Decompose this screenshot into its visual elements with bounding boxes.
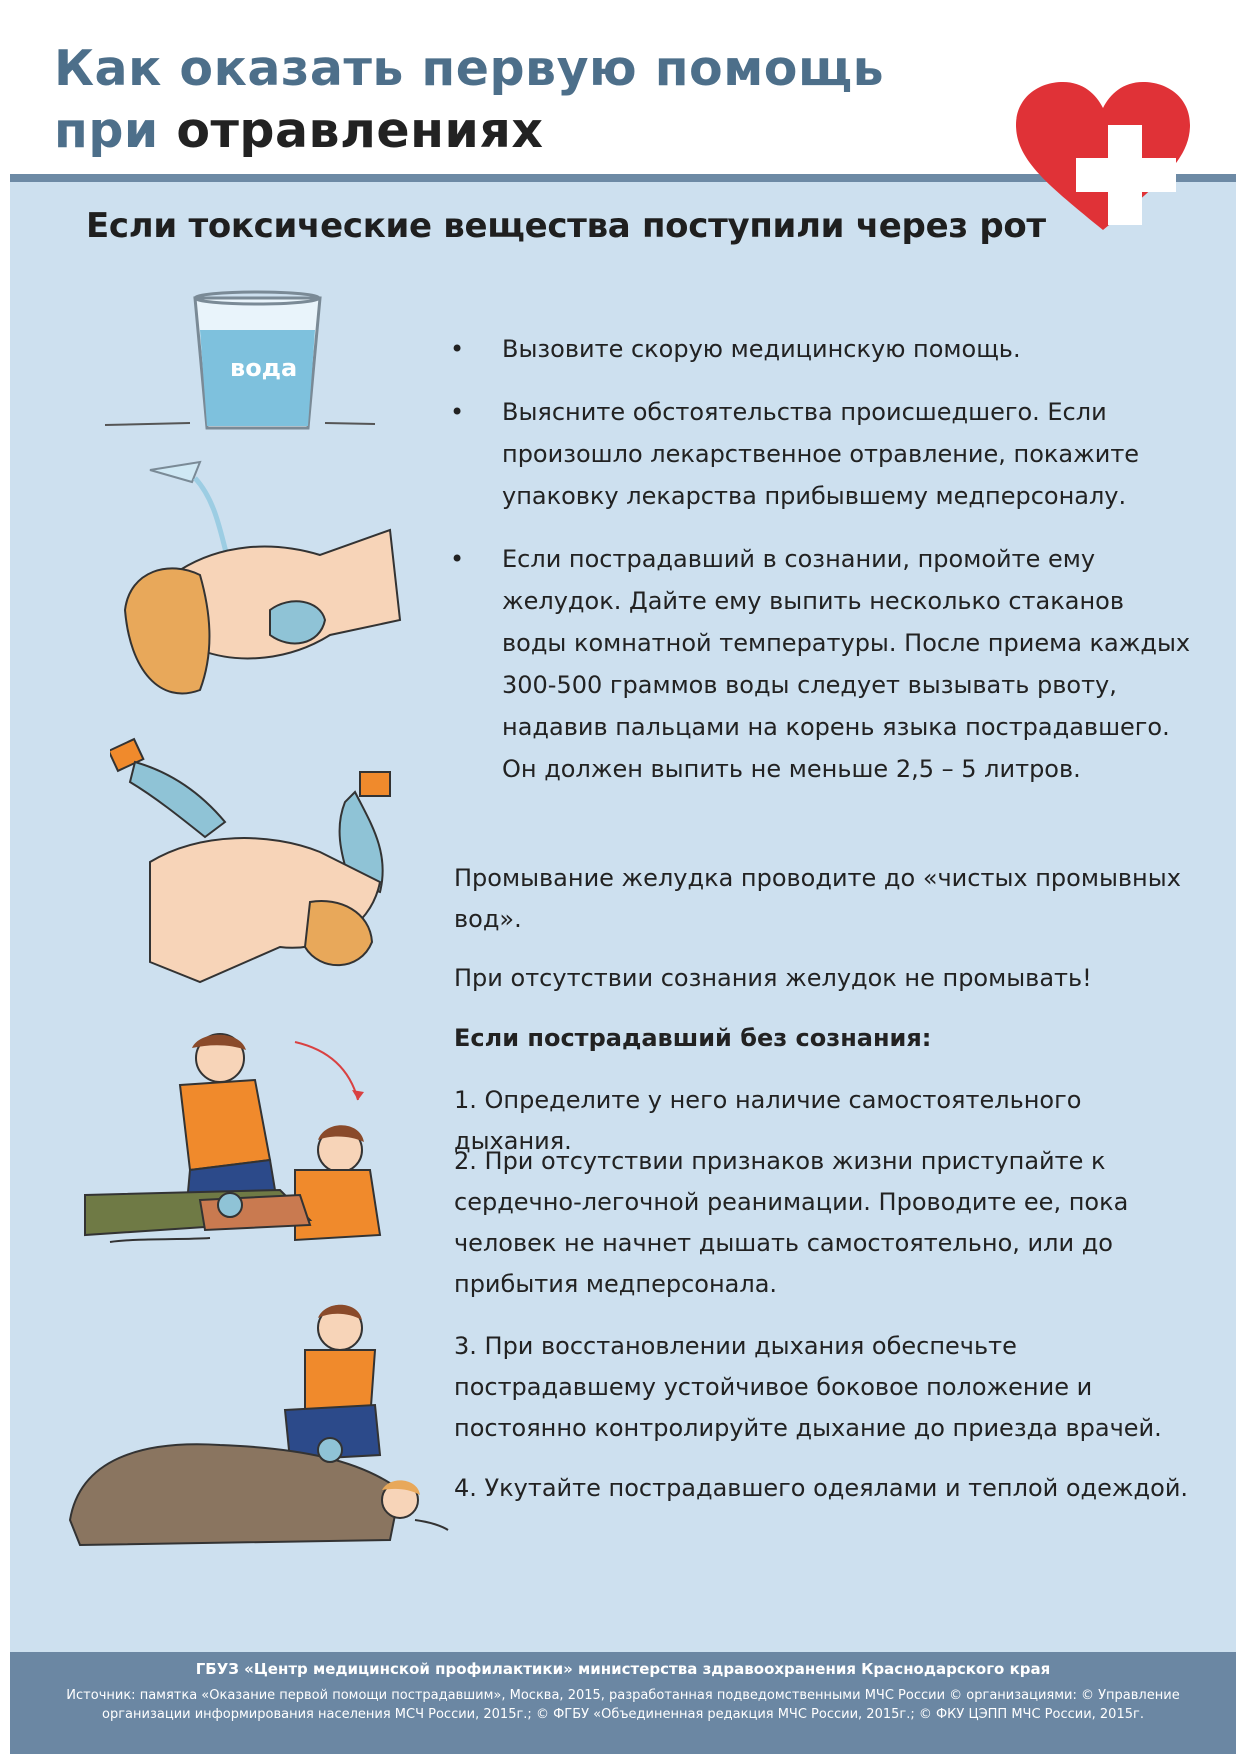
title-line-2	[54, 100, 884, 162]
cpr-illustration	[80, 1020, 410, 1270]
unconscious-heading: Если пострадавший без сознания:	[454, 1024, 932, 1052]
title-line-1: Как оказать первую помощь	[54, 40, 885, 97]
bullet-item: • Если пострадавший в сознании, промойте ему желудок. Дайте ему выпить несколько стаканов воды комнатной температуры. После приема каждых 300-500 граммов воды следует вызывать рвоту, надавив пальцами на корень языка пострадавшего. Он должен выпить не меньше 2,5 – 5 литров.	[450, 538, 1195, 790]
title-prefix: при	[54, 102, 177, 159]
step-2: 2. При отсутствии признаков жизни приступайте к сердечно-легочной реанимации. Проводите ее, пока человек не начнет дышать самостоятельно, или до прибытия медперсонала.	[454, 1147, 1129, 1298]
footer	[10, 1652, 1236, 1754]
section-subtitle: Если токсические вещества поступили через рот	[86, 206, 1046, 246]
recovery-position-illustration	[60, 1290, 450, 1550]
title-emphasis: отравлениях	[176, 102, 544, 159]
poster-title	[54, 38, 884, 162]
drinking-water-illustration	[120, 460, 410, 710]
bullet-item: • Вызовите скорую медицинскую помощь.	[450, 328, 1195, 370]
step-4: 4. Укутайте пострадавшего одеялами и теплой одеждой.	[454, 1474, 1189, 1502]
bullet-item: • Выясните обстоятельства происшедшего. Если произошло лекарственное отравление, покажите упаковку лекарства прибывшему медперсоналу.	[450, 391, 1195, 517]
inducing-vomit-illustration	[110, 732, 410, 992]
step-1: 1. Определите у него наличие самостоятельного дыхания.	[454, 1086, 1082, 1155]
glass-label: вода	[230, 354, 298, 382]
instruction-bullets	[450, 328, 1195, 811]
lavage-note: Промывание желудка проводите до «чистых промывных вод».	[454, 864, 1181, 933]
footer-source: Источник: памятка «Оказание первой помощи пострадавшим», Москва, 2015, разработанная подведомственными МЧС России © организациями: © Управление организации информирования населения МСЧ России, 2015г.; © ФГБУ «Объединенная редакция МЧС России, 2015г.; © ФКУ ЦЭПП МЧС России, 2015г.	[66, 1688, 1180, 1722]
water-glass-illustration	[100, 288, 380, 438]
step-3: 3. При восстановлении дыхания обеспечьте пострадавшему устойчивое боковое положение и постоянно контролируйте дыхание до приезда врачей.	[454, 1332, 1162, 1442]
warning-note: При отсутствии сознания желудок не промывать!	[454, 964, 1092, 992]
footer-organization: ГБУЗ «Центр медицинской профилактики» министерства здравоохранения Краснодарского края	[195, 1660, 1051, 1678]
